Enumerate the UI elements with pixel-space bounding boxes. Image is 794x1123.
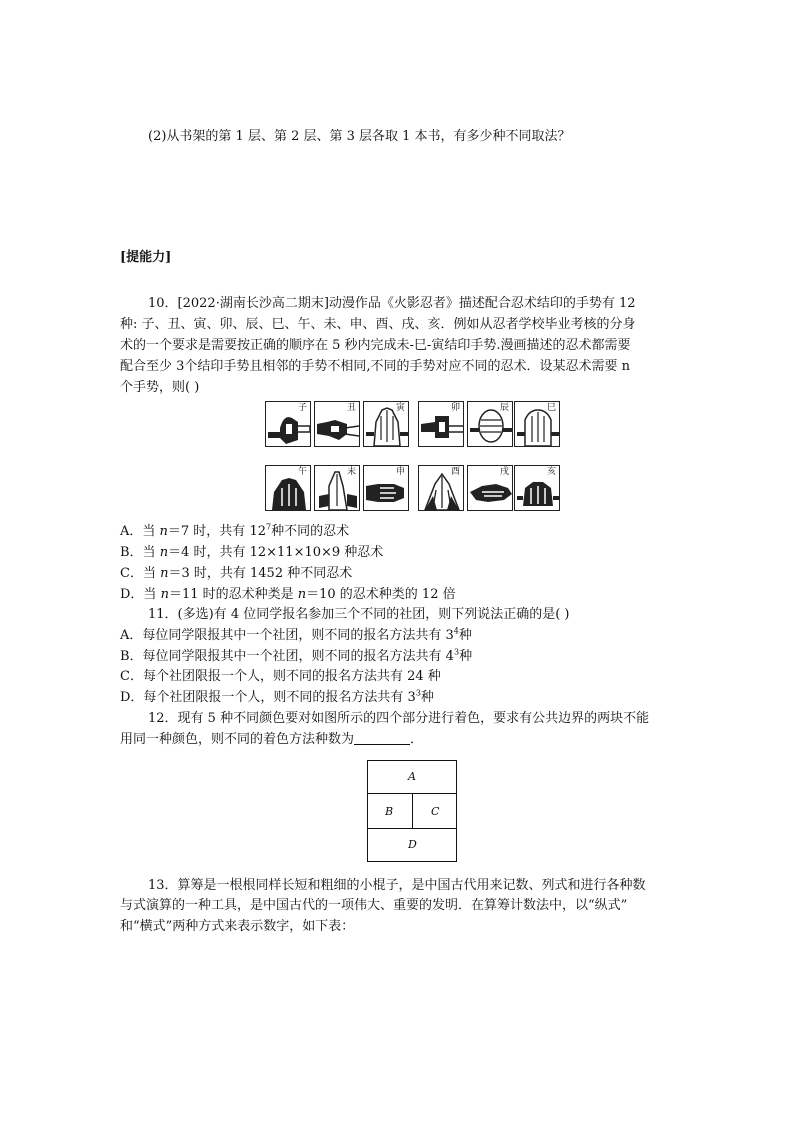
q11-option-c: C．每个社团限报一个人，则不同的报名方法共有 24 种 xyxy=(120,669,441,684)
q11-option-b: B．每位同学限报其中一个社团，则不同的报名方法共有 $4^3$种 xyxy=(120,647,473,664)
q10-option-a: A．当 n＝7 时，共有 $12^7$种不同的忍术 xyxy=(120,522,350,539)
hand-sign-hai xyxy=(514,465,560,511)
q10-line-4: 配合至少 3个结印手势且相邻的手势不相同,不同的手势对应不同的忍术．设某忍术需要 n xyxy=(120,359,631,374)
hand-sign-label: 亥 xyxy=(546,467,556,477)
hand-sign-yin xyxy=(363,401,409,447)
region-d-label: D xyxy=(408,838,417,851)
diagram-divider xyxy=(412,793,413,829)
q13-line-2: 与式演算的一种工具，是中国古代的一项伟大、重要的发明．在算筹计数法中，以“纵式” xyxy=(120,898,628,913)
hand-sign-si xyxy=(514,401,560,447)
q10-line-2: 种: 子、丑、寅、卯、辰、巳、午、未、申、酉、戌、亥．例如从忍者学校毕业考核的分身 xyxy=(120,317,636,332)
section-heading: [提能力] xyxy=(120,250,172,265)
hand-sign-label: 午 xyxy=(297,467,307,477)
q10-option-d: D．当 n＝11 时的忍术种类是 n＝10 的忍术种类的 12 倍 xyxy=(120,587,456,602)
hand-sign-label: 辰 xyxy=(499,403,509,413)
q12-line-2: 用同一种颜色，则不同的着色方法种数为 ． xyxy=(120,732,424,747)
hand-sign-chou xyxy=(314,401,360,447)
q11-option-a: A．每位同学限报其中一个社团，则不同的报名方法共有 $3^4$种 xyxy=(120,626,472,643)
hand-sign-wu xyxy=(265,465,311,511)
q13-line-1: 13．算筹是一根根同样长短和粗细的小棍子，是中国古代用来记数、列式和进行各种数 xyxy=(148,878,646,893)
hand-sign-label: 巳 xyxy=(546,403,556,413)
hand-sign-label: 酉 xyxy=(450,467,460,477)
q10-line-1: 10．[2022·湖南长沙高二期末]动漫作品《火影忍者》描述配合忍术结印的手势有 12 xyxy=(148,296,636,311)
hand-sign-label: 子 xyxy=(297,403,307,413)
hand-sign-zi xyxy=(265,401,311,447)
q12-line-1: 12．现有 5 种不同颜色要对如图所示的四个部分进行着色，要求有公共边界的两块不能 xyxy=(148,711,650,726)
hand-sign-label: 未 xyxy=(346,467,356,477)
q13-line-3: 和“横式”两种方式来表示数字，如下表： xyxy=(120,919,355,934)
hand-sign-xu xyxy=(467,465,513,511)
answer-blank[interactable] xyxy=(354,732,410,745)
q10-option-c: C．当 n＝3 时，共有 1452 种不同忍术 xyxy=(120,566,353,581)
hand-sign-label: 丑 xyxy=(346,403,356,413)
hand-sign-mao xyxy=(418,401,464,447)
hand-sign-label: 寅 xyxy=(395,403,405,413)
q10-line-3: 术的一个要求是需要按正确的顺序在 5 秒内完成未-巳-寅结印手势.漫画描述的忍术都需要 xyxy=(120,338,631,353)
q10-line-5: 个手势，则( ) xyxy=(120,380,200,395)
coloring-diagram xyxy=(367,760,457,862)
hand-sign-shen xyxy=(363,465,409,511)
hand-sign-you xyxy=(418,465,464,511)
hand-sign-label: 戌 xyxy=(499,467,509,477)
q10-option-b: B．当 n＝4 时，共有 12×11×10×9 种忍术 xyxy=(120,545,384,560)
q9-part2: (2)从书架的第 1 层、第 2 层、第 3 层各取 1 本书，有多少种不同取法？ xyxy=(148,129,571,144)
q11-stem: 11．(多选)有 4 位同学报名参加三个不同的社团，则下列说法正确的是( ) xyxy=(148,607,570,622)
hand-sign-label: 申 xyxy=(395,467,405,477)
q11-option-d: D．每个社团限报一个人，则不同的报名方法共有 $3^3$种 xyxy=(120,688,434,705)
hand-sign-chen xyxy=(467,401,513,447)
region-c-label: C xyxy=(431,805,440,818)
hand-sign-wei xyxy=(314,465,360,511)
region-b-label: B xyxy=(385,805,394,818)
hand-sign-label: 卯 xyxy=(450,403,460,413)
region-a-label: A xyxy=(408,770,416,783)
